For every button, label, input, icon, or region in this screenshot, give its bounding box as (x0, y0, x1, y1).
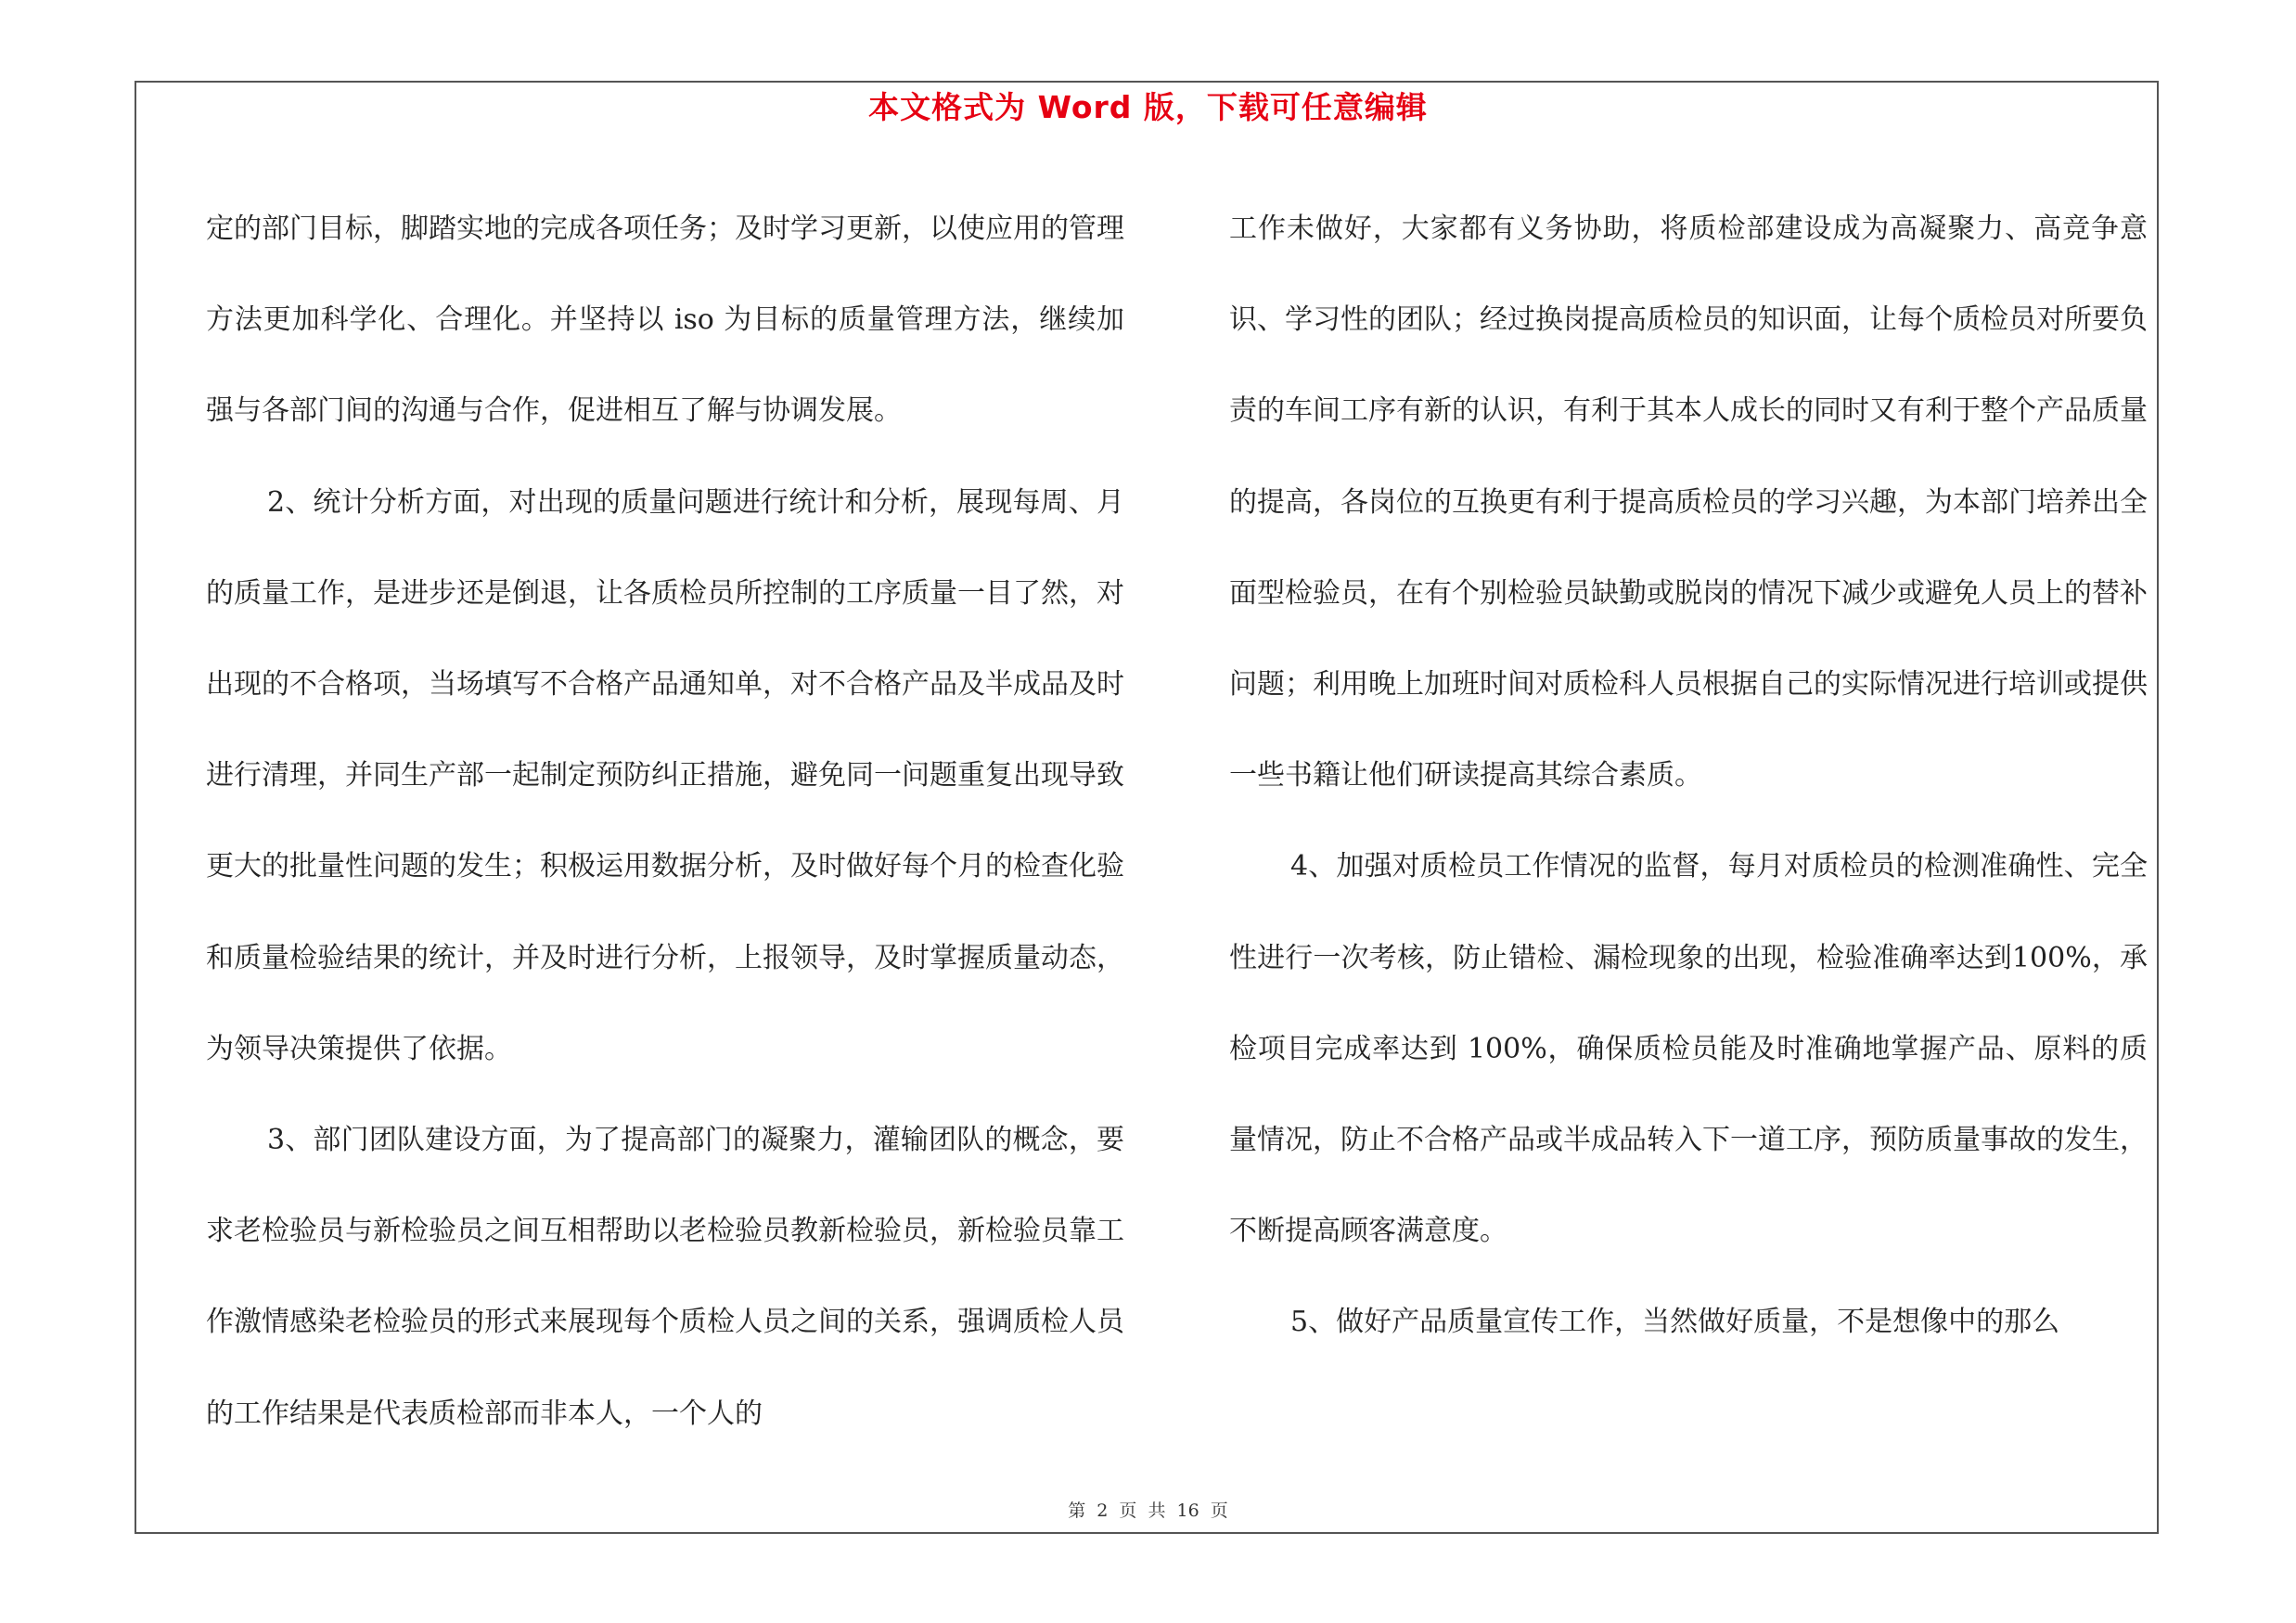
left-column (206, 184, 1124, 1460)
paragraph-statistics: 2、统计分析方面，对出现的质量问题进行统计和分析，展现每周、月的质量工作，是进步还是倒退，让各质检员所控制的工序质量一目了然，对出现的不合格项，当场填写不合格产品通知单，对不合格产品及半成品及时进行清理，并同生产部一起制定预防纠正措施，避免同一问题重复出现导致更大的批量性问题的发生；积极运用数据分析，及时做好每个月的检查化验和质量检验结果的统计，并及时进行分析，上报领导，及时掌握质量动态，为领导决策提供了依据。 (206, 485, 1124, 1065)
paragraph-team-building: 3、部门团队建设方面，为了提高部门的凝聚力，灌输团队的概念，要求老检验员与新检验员之间互相帮助以老检验员教新检验员，新检验员靠工作激情感染老检验员的形式来展现每个质检人员之间的关系，强调质检人员的工作结果是代表质检部而非本人，一个人的 (206, 1124, 1124, 1430)
paragraph-quality-promotion: 5、做好产品质量宣传工作，当然做好质量，不是想像中的那么 (1290, 1306, 2060, 1339)
paragraph-team-building-continued: 工作未做好，大家都有义务协助，将质检部建设成为高凝聚力、高竞争意识、学习性的团队；经过换岗提高质检员的知识面，让每个质检员对所要负责的车间工序有新的认识，有利于其本人成长的同时又有利于整个产品质量的提高，各岗位的互换更有利于提高质检员的学习兴趣，为本部门培养出全面型检验员，在有个别检验员缺勤或脱岗的情况下减少或避免人员上的替补问题；利用晚上加班时间对质检科人员根据自己的实际情况进行培训或提供一些书籍让他们研读提高其综合素质。 (1229, 213, 2148, 792)
page-number-footer: 第 2 页 共 16 页 (1068, 1501, 1228, 1521)
header-banner: 本文格式为 Word 版，下载可任意编辑 (868, 89, 1428, 125)
right-column (1229, 184, 2148, 1369)
paragraph-supervision: 4、加强对质检员工作情况的监督，每月对质检员的检测准确性、完全性进行一次考核，防止错检、漏检现象的出现，检验准确率达到100%，承检项目完成率达到 100%，确保质检员能及时准确地掌握产品、原料的质量情况，防止不合格产品或半成品转入下一道工序，预防质量事故的发生，不断提高顾客满意度。 (1229, 850, 2148, 1248)
paragraph-continued: 定的部门目标，脚踏实地的完成各项任务；及时学习更新，以使应用的管理方法更加科学化、合理化。并坚持以 iso 为目标的质量管理方法，继续加强与各部门间的沟通与合作，促进相互了解与协调发展。 (206, 213, 1124, 428)
